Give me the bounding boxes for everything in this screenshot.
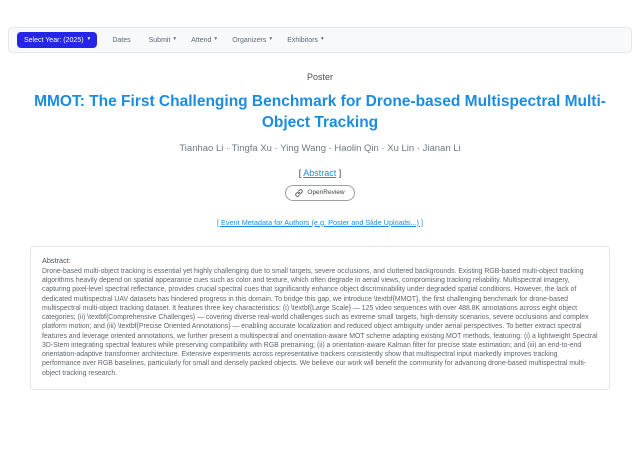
nav-item-dates[interactable] [112, 37, 133, 44]
authors-line: Tianhao Li · Tingfa Xu · Ying Wang · Haolin Qin · Xu Lin · Jianan Li [179, 142, 461, 154]
nav-item-attend[interactable] [191, 37, 217, 44]
caret-down-icon: ▾ [87, 36, 91, 43]
nav-item-exhibitors[interactable] [287, 37, 324, 44]
abstract-text: Drone-based multi-object tracking is essential yet highly challenging due to small targets, severe occlusions, and cluttered backgrounds. Existing RGB-based multi-object tracking algorithms heavily depend on spatial appearance cues such as color and texture, which often degrade in aerial views, compromising tracking reliability. Multispectral imagery, capturing pixel-level spectral reflectance, provides crucial spectral cues that significantly enhance object discriminability under degraded spatial conditions. However, the lack of dedicated multispectral UAV datasets has hindered progress in this domain. To bridge this gap, we introduce \textbf{MMOT}, the first challenging benchmark for drone-based multispectral multi-object tracking dataset. It features three key characteristics: (i) \textbf{Large Scale} — 125 video sequences with over 488.8K annotations across eight object categories; (ii) \textbf{Comprehensive Challenges} — covering diverse real-world challenges such as extreme small targets, high-density scenarios, severe occlusions and complex platform motion; and (iii) \textbf{Precise Oriented Annotations} — enabling accurate localization and reduced object ambiguity under aerial perspectives. To better extract spectral features and leverage oriented annotations, we further present a multispectral and orientation-aware MOT scheme adapting existing MOT methods, featuring: (i) a lightweight Spectral 3D-Stem integrating spectral features while preserving compatibility with RGB pretraining; (ii) a orientation-aware Kalman filter for precise state estimation; and (iii) an end-to-end orientation-adaptive transformer architecture. Extensive experiments across representative trackers consistently show that multispectral input markedly improves tracking performance over RGB baselines, particularly for small and densely packed objects. We believe our work will benefit the community for advancing drone-based multispectral multi-object tracking research. [42, 267, 598, 377]
caret-down-icon: ▾ [269, 36, 273, 43]
nav-item-label: Submit [148, 36, 171, 44]
bracket-close: ] [336, 167, 342, 178]
page-title: MMOT: The First Challenging Benchmark for Drone-based Multispectral Multi-Object Tracking [34, 93, 606, 132]
event-metadata-link[interactable]: [ Event Metadata for Authors (e.g. Poster and Slide Uploads...) ] [216, 217, 424, 227]
caret-down-icon: ▾ [214, 36, 218, 43]
caret-down-icon: ▾ [173, 36, 177, 43]
bracket-open: [ [298, 167, 304, 178]
openreview-button[interactable] [285, 185, 354, 201]
nav-item-label: Exhibitors [287, 36, 318, 44]
nav-item-label: Attend [191, 36, 212, 44]
event-metadata-row [0, 202, 640, 230]
abstract-link[interactable]: Abstract [303, 167, 337, 178]
caret-down-icon: ▾ [320, 36, 324, 43]
abstract-link-row [0, 168, 640, 178]
nav-item-submit[interactable] [149, 37, 177, 44]
event-type-label: Poster [306, 72, 333, 82]
nav-item-label: Dates [112, 36, 131, 44]
nav-item-label: Organizers [232, 36, 267, 44]
nav-item-organizers[interactable] [232, 37, 272, 44]
select-year-button[interactable] [17, 32, 97, 48]
openreview-row [0, 178, 640, 202]
top-navbar [8, 27, 632, 53]
main-content [0, 72, 640, 390]
abstract-heading: Abstract: [42, 255, 71, 265]
openreview-button-label: OpenReview [307, 189, 345, 197]
abstract-box [30, 246, 610, 390]
link-icon [295, 189, 303, 197]
select-year-label: Select Year: (2025) [24, 36, 84, 44]
